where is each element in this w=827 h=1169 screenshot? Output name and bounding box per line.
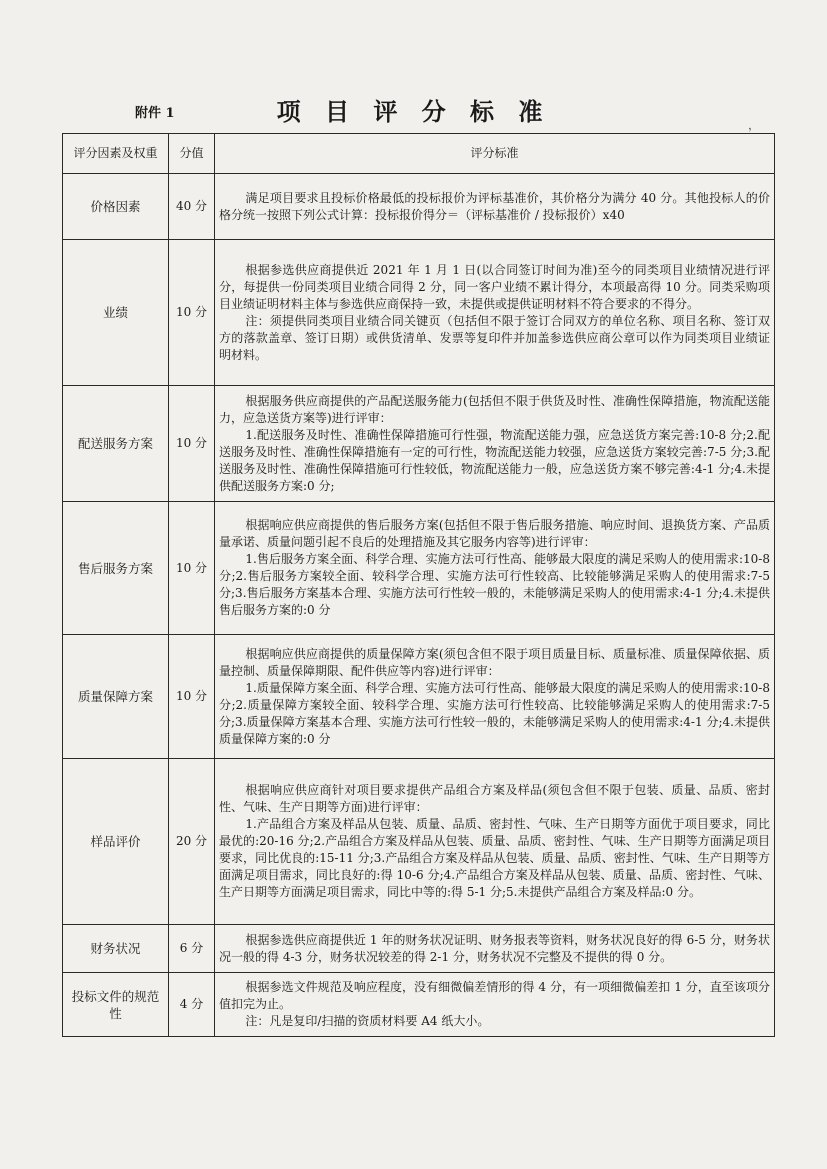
row-criteria [215,174,775,240]
scoring-table [62,133,775,1037]
row-score: 6 分 [169,925,215,973]
row-criteria [215,502,775,635]
row-factor: 售后服务方案 [63,502,169,635]
criteria-note: 注：须提供同类项目业绩合同关键页（包括但不限于签订合同双方的单位名称、项目名称、签订双方的落款盖章、签订日期）或供货清单、发票等复印件并加盖参选供应商公章可以作为同类项目业绩证明材料。 [219,313,770,362]
table-row [63,759,775,925]
row-score: 40 分 [169,174,215,240]
row-score: 10 分 [169,502,215,635]
row-score: 10 分 [169,635,215,759]
table-row [63,240,775,386]
criteria-paragraph: 根据参选供应商提供近 2021 年 1 月 1 日(以合同签订时间为准)至今的同类项目业绩情况进行评分，每提供一份同类项目业绩合同得 2 分，同一客户业绩不累计得分，本项最高得 10 分。同类采购项目业绩证明材料主体与参选供应商保持一致，未提供或提供证明材料不符合要求的不得分。 [219,262,770,311]
row-factor: 业绩 [63,240,169,386]
row-score: 20 分 [169,759,215,925]
table-row [63,925,775,973]
criteria-levels: 1.配送服务及时性、准确性保障措施可行性强，物流配送能力强，应急送货方案完善:10-8 分;2.配送服务及时性、准确性保障措施有一定的可行性，物流配送能力较强，应急送货方案较完善:7-5 分;3.配送服务及时性、准确性保障措施可行性较低，物流配送能力一般，应急送货方案不够完善:4-1 分;4.未提供配送服务方案:0 分; [219,427,770,493]
header-score: 分值 [169,134,215,174]
stray-mark: ， [748,118,761,132]
table-row [63,386,775,502]
row-criteria [215,635,775,759]
row-factor: 投标文件的规范性 [63,973,169,1037]
row-factor: 价格因素 [63,174,169,240]
criteria-paragraph: 根据参选文件规范及响应程度，没有细微偏差情形的得 4 分，有一项细微偏差扣 1 分，直至该项分值扣完为止。 [219,980,770,1011]
row-factor: 配送服务方案 [63,386,169,502]
row-score: 10 分 [169,386,215,502]
criteria-paragraph: 根据服务供应商提供的产品配送服务能力(包括但不限于供货及时性、准确性保障措施，物流配送能力，应急送货方案等)进行评审： [219,393,770,425]
criteria-paragraph: 根据响应供应商提供的售后服务方案(包括但不限于售后服务措施、响应时间、退换货方案、产品质量承诺、质量问题引起不良后的处理措施及其它服务内容等)进行评审： [219,518,770,549]
criteria-paragraph: 满足项目要求且投标价格最低的投标报价为评标基准价，其价格分为满分 40 分。其他投标人的价格分统一按照下列公式计算：投标报价得分＝（评标基准价 / 投标报价）x40 [219,190,770,222]
page-title: 项 目 评 分 标 准 [276,97,551,126]
criteria-levels: 1.售后服务方案全面、科学合理、实施方法可行性高、能够最大限度的满足采购人的使用需求:10-8 分;2.售后服务方案较全面、较科学合理、实施方法可行性较高、比较能够满足采购人的使用需求:7-5 分;3.售后服务方案基本合理、实施方法可行性较一般的，未能够满足采购人的使用需求:4-1 分;4.未提供售后服务方案的:0 分 [219,552,770,617]
criteria-paragraph: 根据参选供应商提供近 1 年的财务状况证明、财务报表等资料，财务状况良好的得 6-5 分，财务状况一般的得 4-3 分，财务状况较差的得 2-1 分，财务状况不完整及不提供的得 0 分。 [219,932,770,964]
table-header-row [63,134,775,174]
criteria-note: 注：凡是复印/扫描的资质材料要 A4 纸大小。 [245,1014,490,1028]
header-factor: 评分因素及权重 [63,134,169,174]
header-criteria: 评分标准 [215,134,775,174]
table-row [63,635,775,759]
row-factor: 样品评价 [63,759,169,925]
row-factor: 质量保障方案 [63,635,169,759]
row-score: 4 分 [169,973,215,1037]
table-row [63,174,775,240]
criteria-levels: 1.质量保障方案全面、科学合理、实施方法可行性高、能够最大限度的满足采购人的使用需求:10-8 分;2.质量保障方案较全面、较科学合理、实施方法可行性较高、比较能够满足采购人的使用需求:7-5 分;3.质量保障方案基本合理、实施方法可行性较一般的，未能够满足采购人的使用需求:4-1 分;4.未提供质量保障方案的:0 分 [219,680,770,746]
row-score: 10 分 [169,240,215,386]
criteria-paragraph: 根据响应供应商提供的质量保障方案(须包含但不限于项目质量目标、质量标准、质量保障依据、质量控制、质量保障期限、配件供应等内容)进行评审： [219,646,770,678]
row-criteria [215,386,775,502]
criteria-paragraph: 根据响应供应商针对项目要求提供产品组合方案及样品(须包含但不限于包装、质量、品质、密封性、气味、生产日期等方面)进行评审： [219,783,770,814]
table-row [63,502,775,635]
row-criteria [215,925,775,973]
row-criteria [215,759,775,925]
table-row [63,973,775,1037]
row-criteria [215,973,775,1037]
row-criteria [215,240,775,386]
criteria-levels: 1.产品组合方案及样品从包装、质量、品质、密封性、气味、生产日期等方面优于项目要求，同比最优的:20-16 分;2.产品组合方案及样品从包装、质量、品质、密封性、气味、生产日期等方面满足项目要求，同比优良的:15-11 分;3.产品组合方案及样品从包装、质量、品质、密封性、气味、生产日期等方面满足项目需求，同比良好的:得 10-6 分;4.产品组合方案及样品从包装、质量、品质、密封性、气味、生产日期等方面满足项目需求，同比中等的:得 5-1 分;5.未提供产品组合方案及样品:0 分。 [219,817,770,899]
row-factor: 财务状况 [63,925,169,973]
attachment-label: 附件 1 [135,106,175,121]
